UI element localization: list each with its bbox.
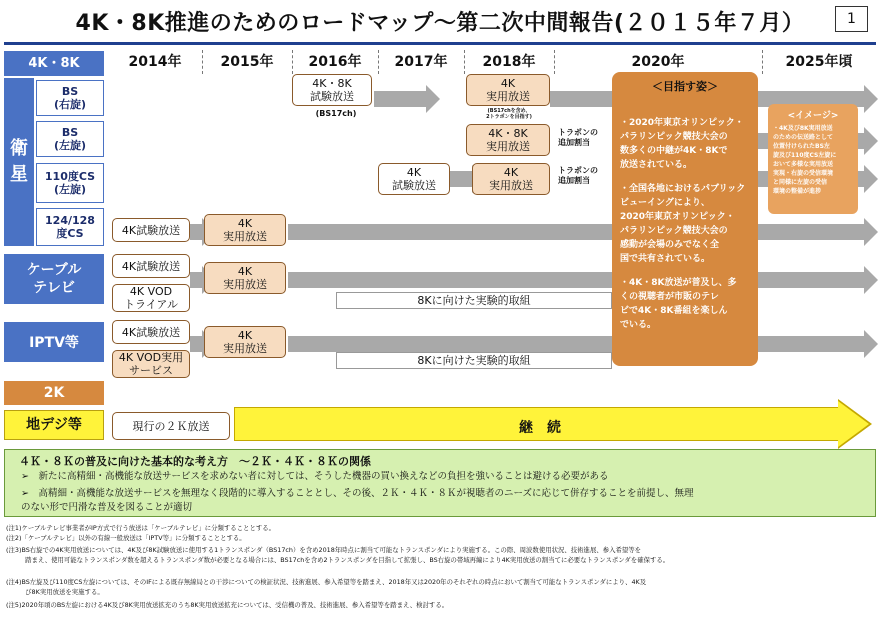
note-line: (注2)「ケーブルテレビ」以外の有線一般放送は「IPTV等」に分類することとする。 — [6, 534, 246, 542]
row-124cs-label: 124/128 度CS — [36, 208, 104, 246]
year-2025: 2025年頃 — [785, 54, 853, 70]
progress-arrow — [288, 336, 864, 352]
iptv-8k-initiative: 8Kに向けた実験的取組 — [336, 352, 612, 369]
continue-label: 継 続 — [519, 420, 561, 436]
cs124-2014-box: 4K試験放送 — [112, 218, 190, 242]
progress-arrow — [374, 91, 426, 107]
year-2018: 2018年 — [482, 54, 536, 70]
goal-bullet: ・2020年東京オリンピック・ パラリンピック競技大会の 数多くの中継が4K・8Kで 放送されている。 — [620, 118, 744, 170]
bs-right-2018-note: (BS17chを含め、 2トラポンを目指す) — [486, 108, 532, 120]
iptv-2015-box: 4K 実用放送 — [204, 326, 286, 358]
row-110cs-label: 110度CS (左旋) — [36, 163, 104, 203]
bs17ch-label: (BS17ch) — [315, 109, 357, 118]
cable-2014-test-box: 4K試験放送 — [112, 254, 190, 278]
note-line: (注1)ケーブルテレビ事業者がIP方式で行う放送は「ケーブルテレビ」に分類することとする。 — [6, 524, 276, 532]
progress-arrow — [550, 91, 612, 107]
year-2014: 2014年 — [128, 54, 182, 70]
cs124-2015-box: 4K 実用放送 — [204, 214, 286, 246]
progress-arrow — [288, 224, 864, 240]
iptv-2014-test-box: 4K試験放送 — [112, 320, 190, 344]
image-panel-title: <イメージ> — [787, 111, 839, 121]
basic-concept-line: ➢ 新たに高精細・高機能な放送サービスを求めない者に対しては、そうした機器の買い換えなどの負担を強いることは避ける必要がある — [21, 471, 609, 482]
chideji-label: 地デジ等 — [4, 410, 104, 440]
goal-panel-title: ＜目指す姿＞ — [652, 80, 718, 93]
page-title: 4K・8K推進のためのロードマップ～第二次中間報告(２０１５年７月） — [75, 11, 805, 36]
basic-concept-line: ➢ 高精細・高機能な放送サービスを無理なく段階的に導入することとし、その後、２Ｋ・４Ｋ・８Ｋが視聴者のニーズに応じて併存することを前提し、無理 — [21, 488, 694, 499]
cable-2015-box: 4K 実用放送 — [204, 262, 286, 294]
goal-bullet: ・4K・8K放送が普及し、多 くの視聴者が市販のテレ ビで4K・8K番組を楽しん でいる。 — [620, 278, 737, 330]
current-2k-box: 現行の２Ｋ放送 — [112, 412, 230, 440]
header-4k8k-label: 4K・8K — [4, 51, 104, 76]
page-number: 1 — [835, 6, 868, 32]
note-line: び8K実用放送を実施する。 — [6, 588, 104, 596]
cs110-2018-box: 4K 実用放送 — [472, 163, 550, 195]
continue-arrow-head — [838, 401, 869, 447]
year-separator — [762, 50, 763, 74]
basic-concept-box — [4, 449, 876, 517]
year-separator — [378, 50, 379, 74]
year-2015: 2015年 — [220, 54, 274, 70]
year-2020: 2020年 — [631, 54, 685, 70]
bs-left-2018-box: 4K・8K 実用放送 — [466, 124, 550, 156]
year-separator — [554, 50, 555, 74]
goal-bullet: ・全国各地におけるパブリック ビューイングにより、 2020年東京オリンピック・ パラリンピック競技大会の 感動が会場のみでなく全 国で共有されている。 — [620, 184, 746, 264]
row-bs-right-label: BS (右旋) — [36, 80, 104, 116]
image-panel-text: ・4K及び8K実用放送 のための伝送路として 位置付けられたBS左 旋及び110度CS左旋に おいて多様な実用放送 実現・右旋の受信環境 と同様に左旋の受信 環境の整備が進捗 — [773, 125, 837, 195]
section-2k-label: 2K — [4, 381, 104, 405]
transponder-allocation-label: トラポンの 追加割当 — [558, 166, 598, 185]
year-separator — [464, 50, 465, 74]
progress-arrow — [190, 224, 202, 240]
note-line: (注4)BS左旋及び110度CS左旋については、そのIFによる既存無線局との干渉についての検証状況、技術進展、参入希望等を踏まえ、2018年又は2020年のそれぞれの時点において割当て可能なトランスポンダにより、4K及 — [6, 578, 647, 586]
year-separator — [202, 50, 203, 74]
year-separator — [292, 50, 293, 74]
progress-arrow — [190, 272, 202, 288]
bs-right-2018-box: 4K 実用放送 — [466, 74, 550, 106]
row-bs-left-label: BS (左旋) — [36, 121, 104, 157]
iptv-2014-vod-box: 4K VOD実用 サービス — [112, 350, 190, 378]
bs-right-2016-box: 4K・8K 試験放送 — [292, 74, 372, 106]
cable-2014-vod-box: 4K VOD トライアル — [112, 284, 190, 312]
image-panel — [768, 104, 858, 214]
year-2017: 2017年 — [394, 54, 448, 70]
cs110-2017-box: 4K 試験放送 — [378, 163, 450, 195]
satellite-label: 衛 星 — [4, 78, 34, 246]
cable-8k-initiative: 8Kに向けた実験的取組 — [336, 292, 612, 309]
note-line: (注3)BS右旋での4K実用放送については、4K及び8K試験放送に使用する1トランスポンダ（BS17ch）を含め2018年時点に割当て可能なトランスポンダにより実施する。この際、周波数使用状況、技術進展、参入希望等を — [6, 546, 642, 554]
goal-panel — [612, 72, 758, 366]
row-iptv-label: IPTV等 — [4, 322, 104, 362]
basic-concept-line: のない形で円滑な普及を図ることが適切 — [21, 502, 193, 513]
transponder-allocation-label: トラポンの 追加割当 — [558, 128, 598, 147]
title-rule — [4, 42, 876, 45]
year-2016: 2016年 — [308, 54, 362, 70]
progress-arrow — [288, 272, 864, 288]
progress-arrow — [450, 171, 472, 187]
note-line: 踏まえ、使用可能なトランスポンダ数を超えるトランスポンダ数が必要となる場合には、BS17chを含め2トランスポンダを目指して拡張し、BS右旋の帯域再編により4K実用放送の割当てに必要なトランスポンダを確保する。 — [6, 556, 670, 564]
note-line: (注5)2020年頃のBS左旋における4K及び8K実用放送拡充のうち8K実用放送拡充については、受信機の普及、技術進展、参入希望等を踏まえ、検討する。 — [6, 601, 449, 609]
basic-concept-title: ４Ｋ・８Ｋの普及に向けた基本的な考え方 ～２Ｋ・４Ｋ・８Ｋの関係 — [19, 455, 371, 468]
row-cable-label: ケーブル テレビ — [4, 254, 104, 304]
progress-arrow — [190, 336, 202, 352]
